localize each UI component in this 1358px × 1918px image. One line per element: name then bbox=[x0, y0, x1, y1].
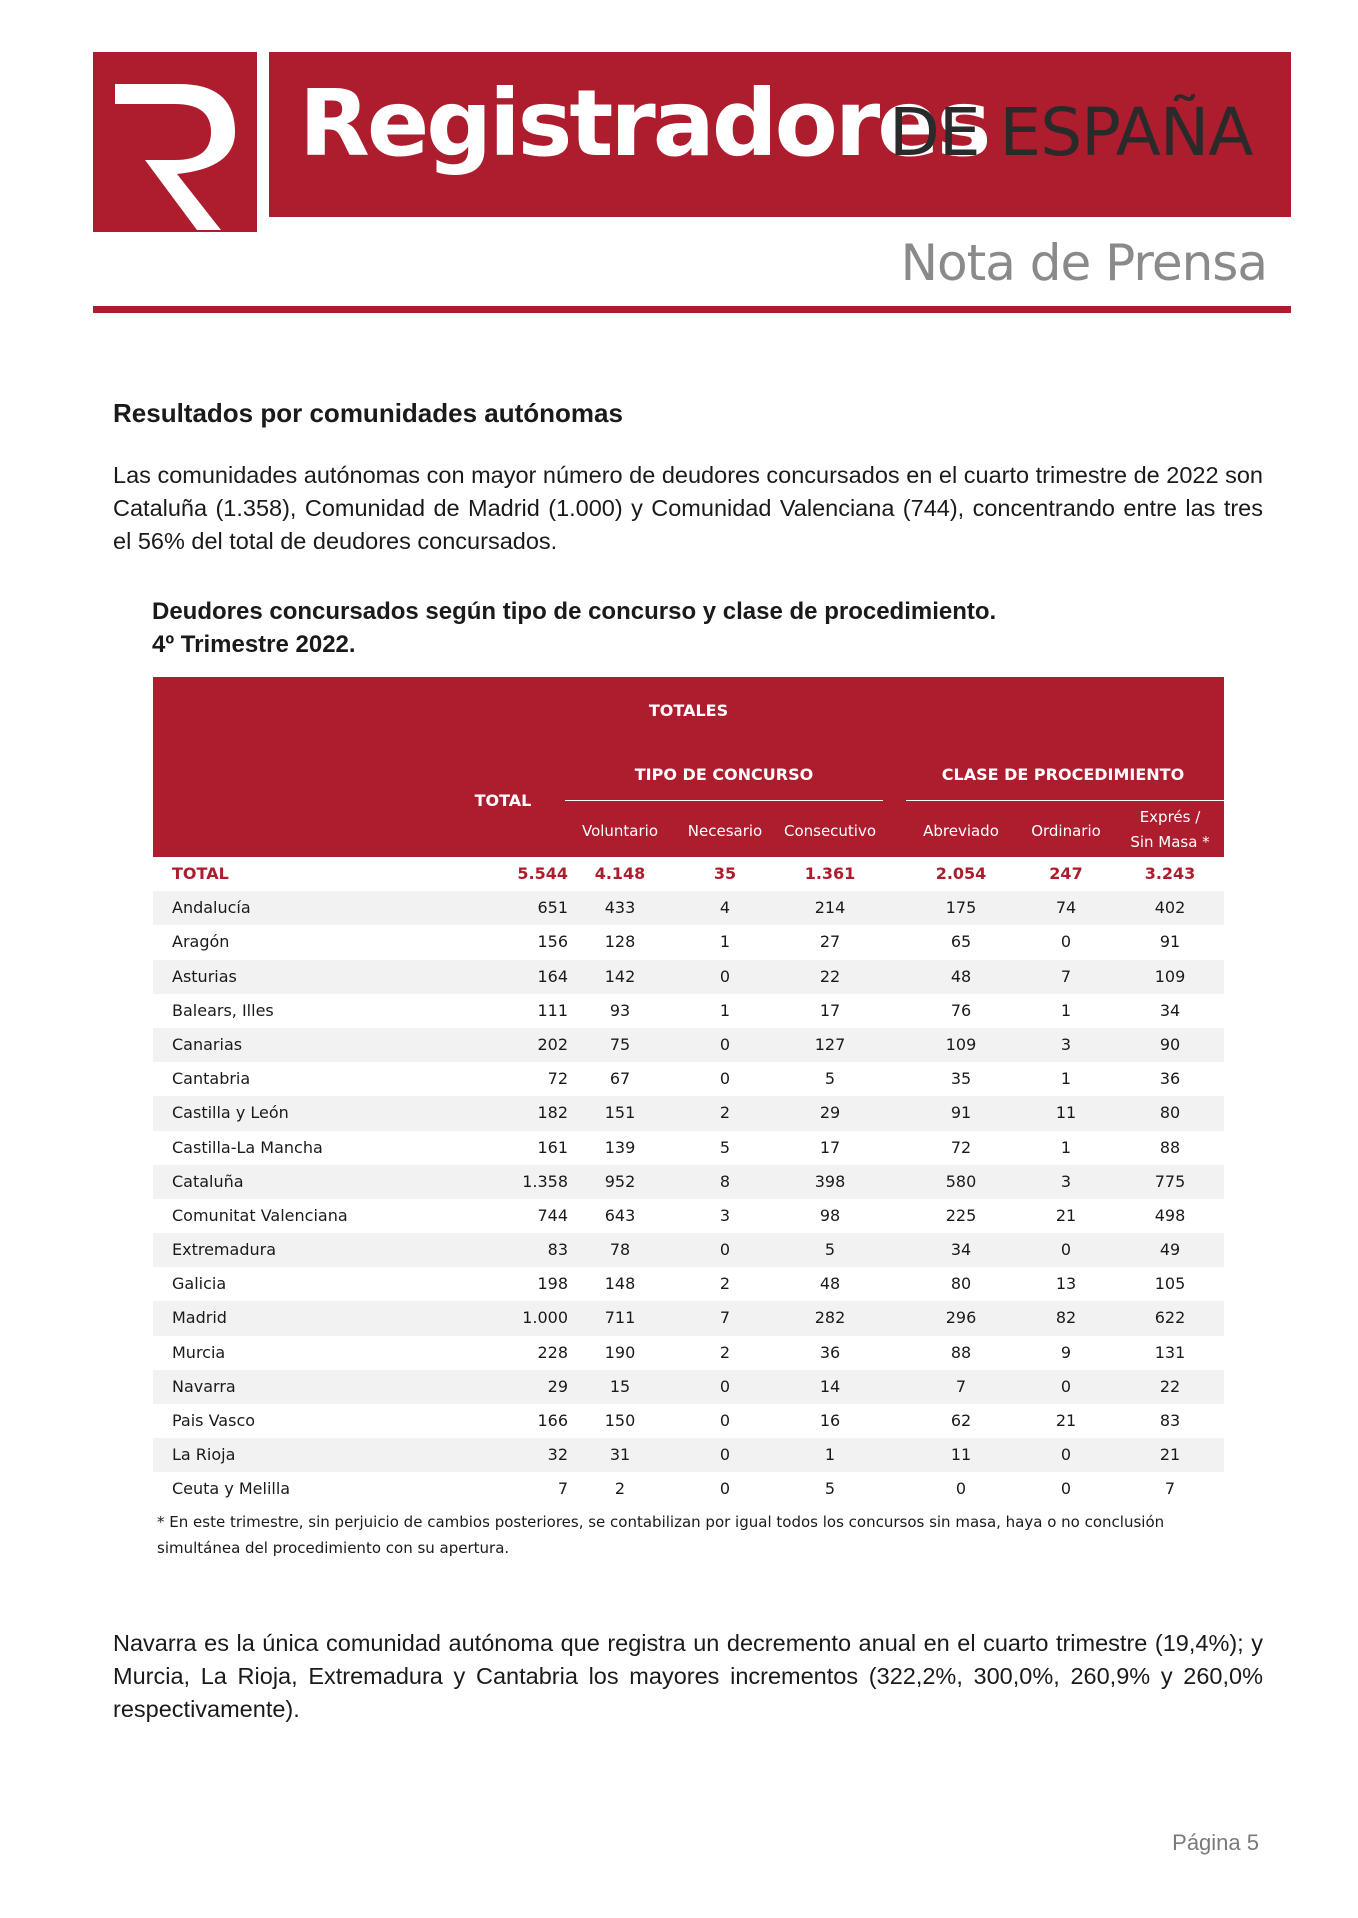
cell-exp: 90 bbox=[1159, 1034, 1181, 1054]
cell-nec: 2 bbox=[719, 1103, 731, 1123]
cell-vol: 150 bbox=[604, 1411, 636, 1430]
cell-name: Asturias bbox=[172, 966, 237, 986]
table-row bbox=[153, 1267, 1224, 1301]
cell-nec: 3 bbox=[719, 1205, 731, 1225]
cell-total: 1.000 bbox=[522, 1308, 568, 1328]
cell-vol: 148 bbox=[604, 1274, 636, 1294]
cell-exp: 21 bbox=[1159, 1445, 1181, 1465]
cell-exp: 402 bbox=[1154, 898, 1186, 918]
cell-nec: 0 bbox=[719, 1411, 731, 1430]
cell-name: Balears, Illes bbox=[172, 1000, 274, 1020]
table-title bbox=[152, 595, 996, 661]
cell-name: Extremadura bbox=[172, 1240, 276, 1260]
cell-con: 14 bbox=[819, 1376, 841, 1396]
cell-exp: 622 bbox=[1154, 1308, 1186, 1328]
cell-vol: 67 bbox=[609, 1069, 631, 1089]
header-totales: TOTALES bbox=[648, 701, 729, 720]
cell-name: TOTAL bbox=[172, 864, 229, 883]
header-clase-procedimiento: CLASE DE PROCEDIMIENTO bbox=[941, 765, 1185, 784]
header-tipo-concurso: TIPO DE CONCURSO bbox=[634, 765, 814, 784]
cell-con: 36 bbox=[819, 1342, 841, 1362]
cell-nec: 2 bbox=[719, 1342, 731, 1362]
header-voluntario: Voluntario bbox=[581, 822, 659, 840]
cell-vol: 711 bbox=[604, 1308, 636, 1328]
cell-abr: 72 bbox=[950, 1137, 972, 1157]
cell-total: 29 bbox=[547, 1376, 568, 1396]
cell-nec: 0 bbox=[719, 1069, 731, 1089]
cell-total: 32 bbox=[547, 1445, 568, 1465]
cell-nec: 0 bbox=[719, 966, 731, 986]
table-row bbox=[153, 994, 1224, 1028]
cell-vol: 31 bbox=[609, 1445, 631, 1465]
cell-vol: 142 bbox=[604, 966, 636, 986]
cell-ord: 3 bbox=[1060, 1171, 1072, 1191]
cell-exp: 91 bbox=[1159, 932, 1181, 952]
cell-con: 5 bbox=[824, 1069, 836, 1089]
cell-nec: 1 bbox=[719, 1000, 731, 1020]
cell-abr: 175 bbox=[945, 898, 977, 918]
cell-total: 166 bbox=[537, 1411, 568, 1430]
cell-abr: 35 bbox=[950, 1069, 972, 1089]
cell-con: 16 bbox=[819, 1411, 841, 1430]
table-header bbox=[153, 677, 1224, 857]
cell-nec: 2 bbox=[719, 1274, 731, 1294]
cell-nec: 0 bbox=[719, 1376, 731, 1396]
page-number: Página 5 bbox=[1172, 1830, 1259, 1855]
cell-abr: 11 bbox=[950, 1445, 972, 1465]
cell-nec: 8 bbox=[719, 1171, 731, 1191]
cell-con: 398 bbox=[814, 1171, 846, 1191]
cell-con: 282 bbox=[814, 1308, 846, 1328]
cell-ord: 21 bbox=[1055, 1411, 1077, 1430]
cell-exp: 3.243 bbox=[1144, 864, 1196, 883]
cell-con: 27 bbox=[819, 932, 841, 952]
cell-abr: 225 bbox=[945, 1205, 977, 1225]
cell-abr: 580 bbox=[945, 1171, 977, 1191]
cell-total: 744 bbox=[537, 1205, 568, 1225]
cell-exp: 36 bbox=[1159, 1069, 1181, 1089]
cell-total: 83 bbox=[547, 1240, 568, 1260]
cell-name: Castilla y León bbox=[172, 1103, 289, 1123]
cell-total: 164 bbox=[537, 966, 568, 986]
cell-exp: 80 bbox=[1159, 1103, 1181, 1123]
cell-abr: 0 bbox=[955, 1479, 967, 1499]
header-ordinario: Ordinario bbox=[1031, 822, 1101, 840]
cell-ord: 3 bbox=[1060, 1034, 1072, 1054]
header-consecutivo: Consecutivo bbox=[783, 822, 877, 840]
cell-vol: 15 bbox=[609, 1376, 631, 1396]
cell-ord: 0 bbox=[1060, 1376, 1072, 1396]
table-row bbox=[153, 1336, 1224, 1370]
cell-abr: 91 bbox=[950, 1103, 972, 1123]
r-logo-icon bbox=[93, 52, 257, 232]
table-row bbox=[153, 1165, 1224, 1199]
intro-paragraph: Las comunidades autónomas con mayor número de deudores concursados en el cuarto trimestre de 2022 son Cataluña (1.358), Comunidad de Madrid (1.000) y Comunidad Valenciana (744), concentrando entre las tres el 56% del total de deudores concursados. bbox=[113, 462, 1263, 554]
cell-abr: 62 bbox=[950, 1411, 972, 1430]
cell-abr: 76 bbox=[950, 1000, 972, 1020]
table-footnote: * En este trimestre, sin perjuicio de cambios posteriores, se contabilizan por igual todos los concursos sin masa, haya o no conclusión simultánea del procedimiento con su apertura. bbox=[157, 1513, 1165, 1557]
table-row bbox=[153, 1233, 1224, 1267]
cell-name: Murcia bbox=[172, 1342, 226, 1362]
cell-ord: 1 bbox=[1060, 1069, 1072, 1089]
cell-vol: 2 bbox=[614, 1479, 626, 1499]
header-expres-line1: Exprés / bbox=[1139, 808, 1201, 826]
table-row bbox=[153, 1131, 1224, 1165]
cell-name: Ceuta y Melilla bbox=[172, 1479, 291, 1499]
cell-name: Galicia bbox=[172, 1274, 227, 1294]
cell-vol: 4.148 bbox=[594, 864, 646, 883]
table-row bbox=[153, 1404, 1224, 1438]
cell-name: Madrid bbox=[172, 1308, 227, 1328]
table-row bbox=[153, 1096, 1224, 1130]
cell-total: 198 bbox=[537, 1274, 568, 1294]
cell-exp: 88 bbox=[1159, 1137, 1181, 1157]
section-title: Resultados por comunidades autónomas bbox=[113, 398, 623, 428]
brand-banner bbox=[269, 52, 1291, 217]
cell-vol: 190 bbox=[604, 1342, 636, 1362]
cell-exp: 131 bbox=[1154, 1342, 1186, 1362]
cell-con: 22 bbox=[819, 966, 841, 986]
cell-ord: 9 bbox=[1060, 1342, 1072, 1362]
cell-ord: 21 bbox=[1055, 1205, 1077, 1225]
cell-total: 651 bbox=[537, 898, 568, 918]
cell-ord: 0 bbox=[1060, 1445, 1072, 1465]
header-total: TOTAL bbox=[474, 791, 532, 810]
cell-name: Canarias bbox=[172, 1034, 243, 1054]
cell-abr: 109 bbox=[945, 1034, 977, 1054]
table-row bbox=[153, 1301, 1224, 1335]
cell-exp: 83 bbox=[1159, 1411, 1181, 1430]
cell-exp: 109 bbox=[1154, 966, 1186, 986]
cell-nec: 5 bbox=[719, 1137, 731, 1157]
cell-total: 1.358 bbox=[522, 1171, 568, 1191]
closing-paragraph: Navarra es la única comunidad autónoma que registra un decremento anual en el cuarto trimestre (19,4%); y Murcia, La Rioja, Extremadura y Cantabria los mayores incrementos (322,2%, 300,0%, 260,9% y 260,0% respectivamente). bbox=[113, 1630, 1263, 1722]
cell-total: 161 bbox=[537, 1137, 568, 1157]
logo-separator bbox=[257, 52, 269, 232]
cell-nec: 0 bbox=[719, 1445, 731, 1465]
header-clase-rule bbox=[906, 800, 1224, 801]
cell-nec: 7 bbox=[719, 1308, 731, 1328]
cell-abr: 48 bbox=[950, 966, 972, 986]
cell-con: 98 bbox=[819, 1205, 841, 1225]
cell-nec: 0 bbox=[719, 1479, 731, 1499]
cell-nec: 1 bbox=[719, 932, 731, 952]
cell-name: Cataluña bbox=[172, 1171, 244, 1191]
cell-exp: 775 bbox=[1154, 1171, 1186, 1191]
cell-ord: 82 bbox=[1055, 1308, 1077, 1328]
cell-name: Aragón bbox=[172, 932, 230, 952]
cell-total: 72 bbox=[547, 1069, 568, 1089]
cell-abr: 7 bbox=[955, 1376, 967, 1396]
table-row bbox=[153, 925, 1224, 959]
cell-con: 29 bbox=[819, 1103, 841, 1123]
cell-con: 127 bbox=[814, 1034, 846, 1054]
cell-exp: 105 bbox=[1154, 1274, 1186, 1294]
cell-ord: 13 bbox=[1055, 1274, 1077, 1294]
cell-total: 202 bbox=[537, 1034, 568, 1054]
header-divider bbox=[93, 306, 1291, 313]
cell-name: Andalucía bbox=[172, 898, 251, 918]
cell-ord: 1 bbox=[1060, 1137, 1072, 1157]
cell-exp: 22 bbox=[1159, 1376, 1181, 1396]
table-title-line2: 4º Trimestre 2022. bbox=[152, 631, 356, 658]
table-row bbox=[153, 1199, 1224, 1233]
document-type: Nota de Prensa bbox=[900, 234, 1267, 292]
table-row bbox=[153, 1370, 1224, 1404]
cell-total: 156 bbox=[537, 932, 568, 952]
cell-con: 5 bbox=[824, 1240, 836, 1260]
table-title-line1: Deudores concursados según tipo de concurso y clase de procedimiento. bbox=[152, 598, 997, 625]
table-body bbox=[153, 857, 1224, 1507]
brand-subtitle: DE ESPAÑA bbox=[889, 94, 1253, 171]
cell-exp: 34 bbox=[1159, 1000, 1181, 1020]
cell-name: Navarra bbox=[172, 1376, 236, 1396]
header-expres-sin-masa bbox=[1116, 805, 1224, 855]
cell-name: Castilla-La Mancha bbox=[172, 1137, 323, 1157]
cell-abr: 2.054 bbox=[935, 864, 987, 883]
cell-con: 48 bbox=[819, 1274, 841, 1294]
cell-vol: 139 bbox=[604, 1137, 636, 1157]
cell-vol: 151 bbox=[604, 1103, 636, 1123]
table-row bbox=[153, 1062, 1224, 1096]
header-necesario: Necesario bbox=[687, 822, 763, 840]
cell-con: 214 bbox=[814, 898, 846, 918]
cell-ord: 0 bbox=[1060, 1479, 1072, 1499]
cell-vol: 78 bbox=[609, 1240, 631, 1260]
cell-nec: 35 bbox=[713, 864, 737, 883]
cell-con: 17 bbox=[819, 1000, 841, 1020]
cell-total: 7 bbox=[557, 1479, 568, 1499]
table-row bbox=[153, 1438, 1224, 1472]
cell-name: Comunitat Valenciana bbox=[172, 1205, 348, 1225]
cell-ord: 74 bbox=[1055, 898, 1077, 918]
cell-name: La Rioja bbox=[172, 1445, 236, 1465]
cell-vol: 952 bbox=[604, 1171, 636, 1191]
registradores-logo bbox=[93, 52, 257, 232]
cell-vol: 75 bbox=[609, 1034, 631, 1054]
cell-con: 1.361 bbox=[804, 864, 856, 883]
cell-vol: 433 bbox=[604, 898, 636, 918]
cell-ord: 1 bbox=[1060, 1000, 1072, 1020]
cell-nec: 0 bbox=[719, 1034, 731, 1054]
brand-name: Registradores bbox=[299, 70, 989, 177]
header-expres-line2: Sin Masa * bbox=[1130, 833, 1210, 851]
table-row bbox=[153, 1028, 1224, 1062]
cell-nec: 0 bbox=[719, 1240, 731, 1260]
cell-ord: 0 bbox=[1060, 932, 1072, 952]
cell-con: 1 bbox=[824, 1445, 836, 1465]
cell-exp: 498 bbox=[1154, 1205, 1186, 1225]
cell-total: 228 bbox=[537, 1342, 568, 1362]
cell-ord: 11 bbox=[1055, 1103, 1077, 1123]
header-tipo-rule bbox=[565, 800, 883, 801]
table-row bbox=[153, 891, 1224, 925]
cell-ord: 247 bbox=[1049, 864, 1083, 883]
cell-abr: 88 bbox=[950, 1342, 972, 1362]
cell-exp: 49 bbox=[1159, 1240, 1181, 1260]
deudores-table bbox=[153, 677, 1224, 1507]
cell-total: 182 bbox=[537, 1103, 568, 1123]
document-header bbox=[93, 52, 1291, 292]
table-row bbox=[153, 1472, 1224, 1506]
cell-exp: 7 bbox=[1164, 1479, 1176, 1499]
table-row bbox=[153, 960, 1224, 994]
cell-abr: 80 bbox=[950, 1274, 972, 1294]
cell-total: 5.544 bbox=[517, 864, 568, 883]
cell-abr: 296 bbox=[945, 1308, 977, 1328]
cell-vol: 128 bbox=[604, 932, 636, 952]
table-total-row bbox=[153, 857, 1224, 891]
cell-abr: 34 bbox=[950, 1240, 972, 1260]
header-abreviado: Abreviado bbox=[923, 822, 999, 840]
cell-con: 17 bbox=[819, 1137, 841, 1157]
cell-name: Cantabria bbox=[172, 1069, 251, 1089]
cell-vol: 643 bbox=[604, 1205, 636, 1225]
cell-abr: 65 bbox=[950, 932, 972, 952]
cell-vol: 93 bbox=[609, 1000, 631, 1020]
cell-total: 111 bbox=[537, 1000, 568, 1020]
cell-con: 5 bbox=[824, 1479, 836, 1499]
cell-name: Pais Vasco bbox=[172, 1411, 256, 1430]
cell-ord: 0 bbox=[1060, 1240, 1072, 1260]
cell-ord: 7 bbox=[1060, 966, 1072, 986]
cell-nec: 4 bbox=[719, 898, 731, 918]
